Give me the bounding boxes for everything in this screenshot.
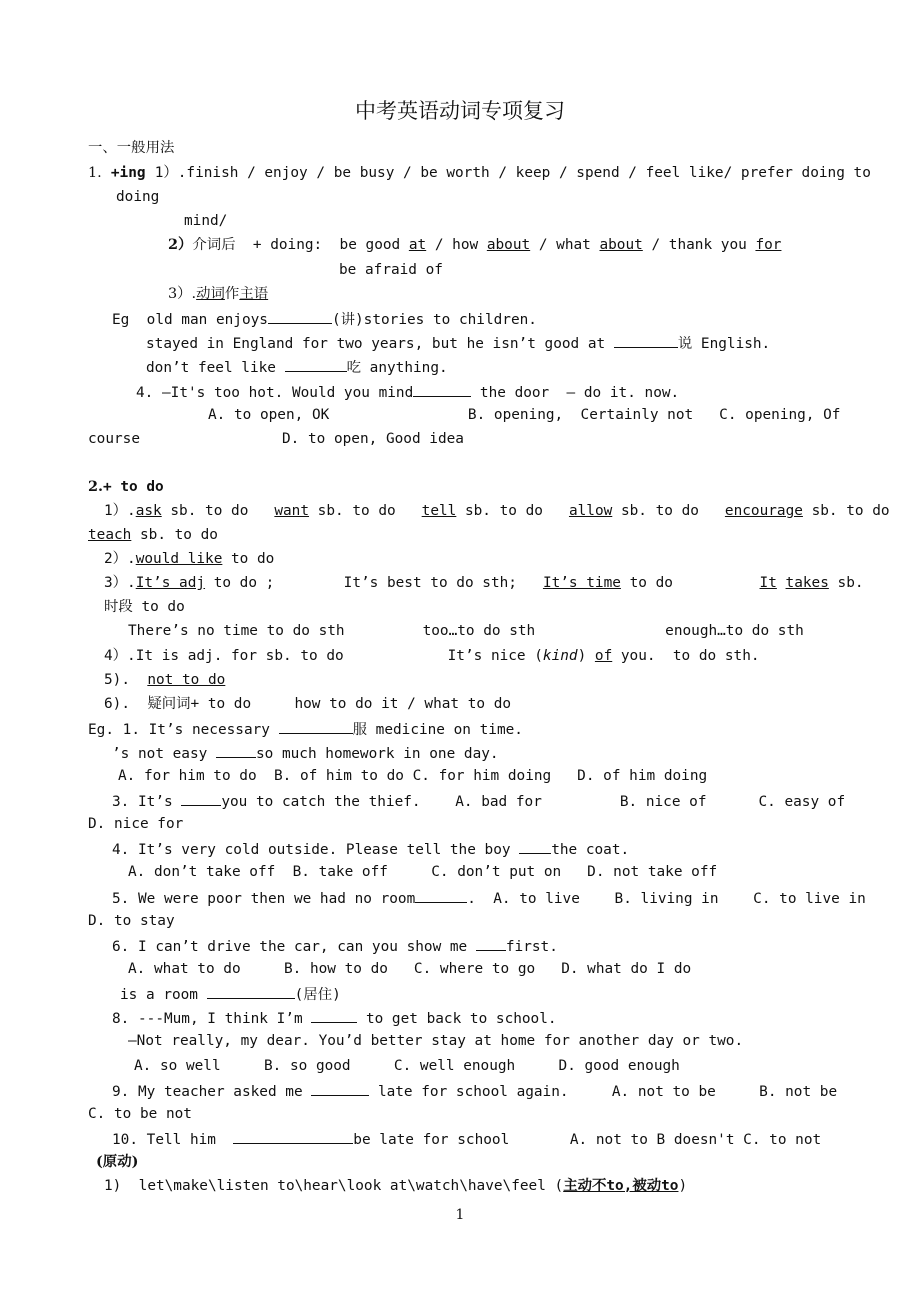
word-kind: kind bbox=[542, 648, 578, 664]
item-1-line-3: mind/ bbox=[184, 213, 228, 229]
e9-text-a: 9. My teacher asked me bbox=[112, 1084, 312, 1100]
word-subject: 主语 bbox=[239, 286, 269, 302]
exercise-10 bbox=[112, 1129, 821, 1149]
section-heading-general-usage: 一、一般用法 bbox=[88, 140, 175, 156]
s2-line-5 bbox=[104, 671, 225, 689]
e6-text-a: 6. I can’t drive the car, can you show me bbox=[112, 939, 476, 955]
s2-l1-text: sb. to do bbox=[802, 503, 890, 519]
exercise-9-cont: C. to be not bbox=[88, 1106, 192, 1122]
exercise-2-options: A. for him to do B. of him to do C. for him doing D. of him doing bbox=[118, 768, 708, 784]
e1-text-a: Eg. 1. It’s necessary bbox=[88, 722, 279, 738]
exercise-6-options: A. what to do B. how to do C. where to go D. what do I do bbox=[128, 961, 692, 977]
exercise-1 bbox=[88, 719, 523, 739]
e8-text-a: 8. ---Mum, I think I’m bbox=[112, 1011, 312, 1027]
s2-l3-num: 3）. bbox=[104, 575, 136, 591]
word-about-1: about bbox=[486, 237, 531, 253]
text-what: / what bbox=[530, 237, 600, 253]
answer-blank[interactable] bbox=[614, 333, 678, 348]
item-1-2-line bbox=[168, 236, 781, 254]
exercise-2 bbox=[112, 743, 499, 763]
s2-line-1-cont bbox=[88, 526, 218, 544]
eg1-text-a: old man enjoys bbox=[146, 312, 268, 328]
s2-l4-text: 4）.It is adj. for sb. to do It’s nice ( bbox=[104, 648, 543, 664]
s3-l1-end: ) bbox=[678, 1178, 688, 1194]
s2-l1-text: sb. to do bbox=[612, 503, 725, 519]
s2-l1-text: sb. to do bbox=[309, 503, 422, 519]
answer-blank[interactable] bbox=[285, 357, 347, 372]
word-not-to-do: not to do bbox=[147, 672, 226, 688]
answer-blank[interactable] bbox=[413, 382, 471, 397]
word-allow: allow bbox=[568, 503, 613, 519]
s2-l1-text: sb. to do bbox=[456, 503, 569, 519]
s2-l5-num: 5). bbox=[104, 672, 148, 688]
text-how: / how bbox=[426, 237, 487, 253]
word-tell: tell bbox=[421, 503, 457, 519]
e6-text-b: first. bbox=[505, 939, 558, 955]
word-its-time: It’s time bbox=[542, 575, 621, 591]
item-1-verb-list: 1）.finish / enjoy / be busy / be worth / keep / spend / feel like/ prefer doing to bbox=[154, 165, 871, 181]
answer-blank[interactable] bbox=[207, 984, 295, 999]
answer-blank[interactable] bbox=[233, 1129, 353, 1144]
section-2-heading bbox=[88, 478, 164, 496]
word-takes: takes bbox=[785, 575, 829, 591]
example-2 bbox=[146, 333, 770, 353]
question-4 bbox=[136, 382, 679, 402]
eg2-text-b: 说 English. bbox=[677, 336, 771, 352]
s2-l1-text: sb. to do bbox=[161, 503, 275, 519]
s3-l1-underlined: 主动不to,被动to bbox=[563, 1178, 679, 1194]
e8-text-b: to get back to school. bbox=[357, 1011, 557, 1027]
word-about-2: about bbox=[599, 237, 643, 253]
answer-blank[interactable] bbox=[415, 888, 467, 903]
e5-text-a: 5. We were poor then we had no room bbox=[112, 891, 416, 907]
example-3 bbox=[146, 357, 448, 377]
answer-blank[interactable] bbox=[311, 1008, 357, 1023]
item-1-line-1 bbox=[88, 164, 871, 182]
question-4-options: A. to open, OK B. opening, Certainly not C. opening, Of bbox=[208, 407, 841, 423]
exercise-8 bbox=[112, 1008, 557, 1028]
example-1 bbox=[112, 309, 537, 329]
s2-l1-num: 1）. bbox=[104, 503, 136, 519]
exercise-4 bbox=[112, 839, 629, 859]
exercise-6 bbox=[112, 936, 558, 956]
text-thank: / thank you bbox=[642, 237, 756, 253]
word-as: 作 bbox=[224, 286, 240, 302]
e7-text-b: (居住) bbox=[294, 987, 341, 1003]
e3-text-a: 3. It’s bbox=[112, 794, 182, 810]
question-4-options-cont-b: D. to open, Good idea bbox=[282, 431, 464, 447]
be-afraid-of: be afraid of bbox=[339, 262, 443, 278]
word-at: at bbox=[408, 237, 427, 253]
exercise-8-options: A. so well B. so good C. well enough D. good enough bbox=[134, 1058, 680, 1074]
item-1-number: 1. bbox=[88, 165, 102, 181]
word-its-adj: It’s adj bbox=[135, 575, 206, 591]
exercise-3 bbox=[112, 791, 845, 811]
item-1-heading-ing: +ing bbox=[110, 165, 146, 181]
e7-text-a: is a room bbox=[120, 987, 207, 1003]
exercise-5-cont: D. to stay bbox=[88, 913, 175, 929]
answer-blank[interactable] bbox=[279, 719, 353, 734]
e2-text-b: so much homework in one day. bbox=[255, 746, 499, 762]
exercise-7 bbox=[120, 984, 341, 1004]
item-1-line-2: doing bbox=[116, 189, 160, 205]
eg-label: Eg bbox=[112, 312, 130, 328]
word-would-like: would like bbox=[135, 551, 223, 567]
word-it: It bbox=[759, 575, 777, 591]
page-number: 1 bbox=[455, 1207, 465, 1223]
word-encourage: encourage bbox=[724, 503, 803, 519]
item-1-2-number: 2） bbox=[168, 236, 193, 253]
section-2-title: + to do bbox=[103, 479, 164, 495]
s2-l2-text: to do bbox=[222, 551, 275, 567]
s2-l1-text: sb. to do bbox=[131, 527, 218, 543]
eg2-text-a: stayed in England for two years, but he isn’t good at bbox=[146, 336, 614, 352]
s3-l1-text: 1) let\make\listen to\hear\look at\watch\have\feel ( bbox=[104, 1178, 564, 1194]
s2-l3-text: to do bbox=[620, 575, 760, 591]
e5-text-b: . A. to live B. living in C. to live in bbox=[467, 891, 866, 907]
exercise-9 bbox=[112, 1081, 837, 1101]
e1-text-b: 服 medicine on time. bbox=[352, 722, 523, 738]
s2-l4-end: you. to do sth. bbox=[612, 648, 760, 664]
e10-text-b: be late for school A. not to B doesn't C. to not bbox=[353, 1132, 822, 1148]
item-1-3-line bbox=[168, 285, 268, 303]
q4-text-b: the door — do it. now. bbox=[471, 385, 680, 401]
page-title: 中考英语动词专项复习 bbox=[355, 99, 565, 123]
s2-line-6: 6). 疑问词+ to do how to do it / what to do bbox=[104, 696, 512, 712]
answer-blank[interactable] bbox=[268, 309, 332, 324]
s2-line-2 bbox=[104, 550, 274, 568]
word-verb: 动词 bbox=[196, 286, 225, 302]
exercise-4-options: A. don’t take off B. take off C. don’t put on D. not take off bbox=[128, 864, 718, 880]
word-teach: teach bbox=[88, 527, 132, 543]
answer-blank[interactable] bbox=[476, 936, 506, 951]
e4-text-b: the coat. bbox=[551, 842, 630, 858]
s2-l3-text: to do ; It’s best to do sth; bbox=[205, 575, 543, 591]
answer-blank[interactable] bbox=[519, 839, 551, 854]
e2-text-a: ’s not easy bbox=[112, 746, 216, 762]
section-3-heading: (原动) bbox=[96, 1153, 139, 1170]
word-of: of bbox=[594, 648, 613, 664]
section-2-number: 2. bbox=[88, 478, 104, 495]
s2-line-1 bbox=[104, 502, 890, 520]
s2-l3-text: sb. bbox=[828, 575, 864, 591]
eg3-text-a: don’t feel like bbox=[146, 360, 285, 376]
s2-l2-num: 2）. bbox=[104, 551, 136, 567]
e4-text-a: 4. It’s very cold outside. Please tell the boy bbox=[112, 842, 520, 858]
q4-text-a: 4. —It's too hot. Would you mind bbox=[136, 385, 414, 401]
exercise-8-reply: —Not really, my dear. You’d better stay at home for another day or two. bbox=[128, 1033, 744, 1049]
s2-line-4: 4）.It is adj. for sb. to do It’s nice (kind) of you. to do sth. bbox=[104, 648, 760, 664]
eg3-text-b: 吃 anything. bbox=[346, 360, 448, 376]
e3-text-b: you to catch the thief. A. bad for B. nice of C. easy of bbox=[221, 794, 846, 810]
exercise-3-cont: D. nice for bbox=[88, 816, 184, 832]
exercise-5 bbox=[112, 888, 866, 908]
word-want: want bbox=[274, 503, 310, 519]
question-4-options-cont-a: course bbox=[88, 431, 140, 447]
item-1-2-text: 介词后 + doing: be good bbox=[192, 237, 409, 253]
answer-blank[interactable] bbox=[216, 743, 256, 758]
e10-text-a: 10. Tell him bbox=[112, 1132, 234, 1148]
answer-blank[interactable] bbox=[181, 791, 221, 806]
section-3-line-1 bbox=[104, 1177, 687, 1195]
s2-line-3-row2: There’s no time to do sth too…to do sth enough…to do sth bbox=[128, 623, 804, 639]
word-ask: ask bbox=[135, 503, 162, 519]
s2-line-3-cont: 时段 to do bbox=[104, 599, 185, 615]
s2-line-3 bbox=[104, 574, 864, 592]
word-for: for bbox=[755, 237, 782, 253]
e9-text-b: late for school again. A. not to be B. not be bbox=[369, 1084, 838, 1100]
item-1-3-number: 3）. bbox=[168, 286, 197, 302]
eg1-text-b: (讲)stories to children. bbox=[331, 312, 537, 328]
answer-blank[interactable] bbox=[311, 1081, 369, 1096]
